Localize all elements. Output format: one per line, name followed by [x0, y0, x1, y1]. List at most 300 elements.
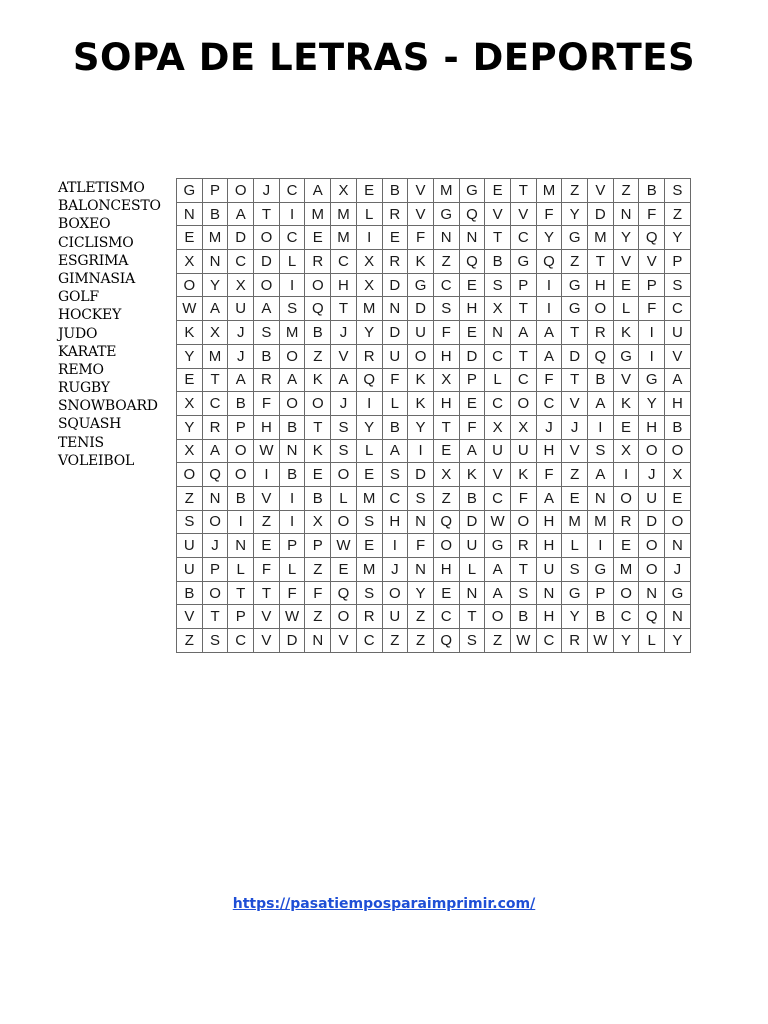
- grid-cell: X: [510, 415, 536, 439]
- grid-cell: U: [639, 486, 665, 510]
- grid-cell: Y: [408, 581, 434, 605]
- grid-cell: E: [177, 368, 203, 392]
- grid-cell: M: [356, 486, 382, 510]
- grid-cell: V: [510, 202, 536, 226]
- grid-cell: H: [433, 344, 459, 368]
- grid-cell: O: [228, 463, 254, 487]
- grid-cell: O: [254, 273, 280, 297]
- grid-cell: C: [665, 297, 691, 321]
- grid-row: [177, 605, 691, 629]
- grid-cell: X: [613, 439, 639, 463]
- grid-cell: C: [356, 629, 382, 653]
- grid-cell: K: [408, 250, 434, 274]
- grid-cell: A: [382, 439, 408, 463]
- grid-cell: V: [331, 344, 357, 368]
- grid-cell: K: [613, 321, 639, 345]
- word-list-item: GOLF: [58, 289, 99, 306]
- grid-cell: O: [485, 605, 511, 629]
- grid-cell: H: [382, 510, 408, 534]
- grid-cell: J: [254, 179, 280, 203]
- grid-cell: E: [356, 534, 382, 558]
- grid-cell: Q: [459, 250, 485, 274]
- grid-cell: S: [510, 581, 536, 605]
- grid-cell: C: [510, 368, 536, 392]
- grid-cell: W: [254, 439, 280, 463]
- grid-cell: C: [485, 392, 511, 416]
- grid-cell: Q: [356, 368, 382, 392]
- grid-cell: F: [433, 321, 459, 345]
- grid-cell: Y: [613, 629, 639, 653]
- grid-cell: Z: [254, 510, 280, 534]
- grid-cell: K: [510, 463, 536, 487]
- grid-cell: M: [562, 510, 588, 534]
- grid-cell: B: [305, 486, 331, 510]
- grid-cell: M: [588, 226, 614, 250]
- grid-cell: V: [485, 202, 511, 226]
- grid-cell: Y: [665, 226, 691, 250]
- grid-cell: F: [536, 368, 562, 392]
- grid-cell: Z: [382, 629, 408, 653]
- word-list-item: BOXEO: [58, 216, 111, 233]
- grid-cell: Y: [356, 415, 382, 439]
- grid-cell: J: [331, 321, 357, 345]
- grid-cell: O: [382, 581, 408, 605]
- grid-cell: C: [536, 392, 562, 416]
- grid-cell: A: [202, 297, 228, 321]
- grid-cell: D: [459, 344, 485, 368]
- grid-cell: C: [433, 605, 459, 629]
- grid-cell: E: [433, 581, 459, 605]
- grid-cell: B: [228, 392, 254, 416]
- grid-cell: I: [228, 510, 254, 534]
- grid-cell: Z: [305, 558, 331, 582]
- grid-cell: L: [639, 629, 665, 653]
- grid-cell: Y: [356, 321, 382, 345]
- grid-cell: A: [588, 463, 614, 487]
- grid-cell: N: [613, 202, 639, 226]
- grid-cell: R: [382, 250, 408, 274]
- grid-cell: L: [228, 558, 254, 582]
- grid-cell: F: [254, 392, 280, 416]
- grid-cell: F: [254, 558, 280, 582]
- grid-cell: Z: [613, 179, 639, 203]
- grid-cell: I: [613, 463, 639, 487]
- grid-cell: P: [279, 534, 305, 558]
- grid-cell: T: [228, 581, 254, 605]
- grid-cell: U: [228, 297, 254, 321]
- grid-cell: T: [588, 250, 614, 274]
- grid-cell: W: [485, 510, 511, 534]
- grid-cell: O: [305, 392, 331, 416]
- grid-cell: R: [588, 321, 614, 345]
- grid-cell: P: [202, 558, 228, 582]
- grid-cell: C: [228, 250, 254, 274]
- grid-cell: Z: [562, 179, 588, 203]
- word-list-item: RUGBY: [58, 380, 110, 397]
- grid-cell: E: [459, 273, 485, 297]
- grid-cell: M: [305, 202, 331, 226]
- grid-cell: S: [459, 629, 485, 653]
- grid-cell: L: [613, 297, 639, 321]
- grid-cell: F: [408, 226, 434, 250]
- grid-cell: L: [331, 486, 357, 510]
- grid-cell: D: [279, 629, 305, 653]
- grid-cell: F: [639, 202, 665, 226]
- grid-cell: S: [485, 273, 511, 297]
- letter-grid: [176, 178, 691, 653]
- grid-cell: Z: [485, 629, 511, 653]
- grid-cell: T: [562, 368, 588, 392]
- grid-cell: V: [613, 250, 639, 274]
- grid-cell: N: [536, 581, 562, 605]
- grid-cell: E: [433, 439, 459, 463]
- grid-cell: B: [485, 250, 511, 274]
- grid-row: [177, 321, 691, 345]
- grid-cell: P: [665, 250, 691, 274]
- grid-cell: O: [665, 439, 691, 463]
- grid-cell: D: [254, 250, 280, 274]
- grid-cell: X: [305, 510, 331, 534]
- grid-row: [177, 250, 691, 274]
- grid-cell: Q: [433, 629, 459, 653]
- grid-cell: M: [536, 179, 562, 203]
- grid-cell: A: [305, 179, 331, 203]
- grid-cell: P: [202, 179, 228, 203]
- grid-cell: I: [588, 415, 614, 439]
- grid-cell: J: [331, 392, 357, 416]
- grid-cell: O: [202, 581, 228, 605]
- grid-cell: H: [433, 558, 459, 582]
- grid-cell: A: [459, 439, 485, 463]
- grid-cell: G: [177, 179, 203, 203]
- grid-cell: H: [536, 439, 562, 463]
- grid-cell: M: [279, 321, 305, 345]
- grid-cell: O: [408, 344, 434, 368]
- grid-cell: E: [613, 415, 639, 439]
- grid-cell: M: [356, 558, 382, 582]
- grid-cell: O: [279, 344, 305, 368]
- grid-cell: F: [382, 368, 408, 392]
- grid-cell: E: [254, 534, 280, 558]
- grid-cell: G: [588, 558, 614, 582]
- grid-cell: M: [331, 202, 357, 226]
- grid-cell: O: [510, 510, 536, 534]
- grid-cell: V: [408, 179, 434, 203]
- grid-cell: P: [228, 415, 254, 439]
- grid-cell: O: [331, 463, 357, 487]
- grid-cell: S: [356, 510, 382, 534]
- word-list-item: SQUASH: [58, 416, 122, 433]
- grid-cell: J: [202, 534, 228, 558]
- word-list-item: SNOWBOARD: [58, 398, 158, 415]
- word-list-item: BALONCESTO: [58, 198, 161, 215]
- grid-cell: D: [408, 463, 434, 487]
- grid-cell: I: [588, 534, 614, 558]
- grid-cell: X: [433, 463, 459, 487]
- grid-cell: V: [588, 179, 614, 203]
- grid-cell: V: [177, 605, 203, 629]
- grid-cell: N: [202, 250, 228, 274]
- grid-cell: O: [510, 392, 536, 416]
- grid-cell: O: [588, 297, 614, 321]
- grid-cell: T: [331, 297, 357, 321]
- grid-cell: W: [588, 629, 614, 653]
- grid-cell: P: [228, 605, 254, 629]
- grid-cell: V: [408, 202, 434, 226]
- grid-cell: Z: [665, 202, 691, 226]
- grid-cell: F: [639, 297, 665, 321]
- grid-cell: Q: [639, 226, 665, 250]
- grid-cell: X: [228, 273, 254, 297]
- grid-cell: H: [331, 273, 357, 297]
- grid-cell: N: [202, 486, 228, 510]
- grid-cell: E: [305, 226, 331, 250]
- grid-cell: X: [202, 321, 228, 345]
- grid-cell: D: [382, 321, 408, 345]
- grid-cell: Q: [305, 297, 331, 321]
- grid-cell: H: [433, 392, 459, 416]
- grid-cell: D: [382, 273, 408, 297]
- grid-cell: T: [202, 368, 228, 392]
- grid-cell: D: [459, 510, 485, 534]
- grid-cell: K: [177, 321, 203, 345]
- grid-cell: S: [177, 510, 203, 534]
- grid-cell: R: [510, 534, 536, 558]
- grid-cell: I: [536, 297, 562, 321]
- grid-cell: Z: [433, 486, 459, 510]
- word-list-item: ATLETISMO: [58, 180, 145, 196]
- grid-cell: A: [510, 321, 536, 345]
- grid-cell: B: [382, 415, 408, 439]
- grid-cell: B: [254, 344, 280, 368]
- website-link[interactable]: https://pasatiemposparaimprimir.com/: [232, 896, 536, 912]
- grid-cell: U: [177, 558, 203, 582]
- grid-cell: G: [510, 250, 536, 274]
- grid-cell: X: [331, 179, 357, 203]
- grid-cell: I: [279, 486, 305, 510]
- grid-cell: Q: [639, 605, 665, 629]
- grid-cell: G: [639, 368, 665, 392]
- grid-cell: M: [433, 179, 459, 203]
- grid-cell: I: [279, 510, 305, 534]
- grid-cell: W: [279, 605, 305, 629]
- grid-cell: R: [356, 605, 382, 629]
- grid-cell: V: [639, 250, 665, 274]
- grid-cell: O: [433, 534, 459, 558]
- grid-cell: N: [485, 321, 511, 345]
- grid-cell: C: [279, 179, 305, 203]
- grid-cell: Q: [536, 250, 562, 274]
- grid-cell: R: [254, 368, 280, 392]
- grid-cell: Z: [177, 486, 203, 510]
- grid-cell: U: [510, 439, 536, 463]
- grid-cell: K: [305, 439, 331, 463]
- grid-cell: V: [254, 486, 280, 510]
- grid-cell: H: [254, 415, 280, 439]
- grid-cell: O: [613, 486, 639, 510]
- grid-cell: S: [331, 415, 357, 439]
- grid-cell: B: [202, 202, 228, 226]
- grid-cell: B: [305, 321, 331, 345]
- grid-cell: G: [408, 273, 434, 297]
- grid-cell: U: [665, 321, 691, 345]
- grid-cell: I: [639, 321, 665, 345]
- grid-cell: Y: [536, 226, 562, 250]
- grid-cell: L: [356, 439, 382, 463]
- grid-cell: T: [510, 558, 536, 582]
- grid-cell: Z: [305, 605, 331, 629]
- grid-cell: N: [408, 510, 434, 534]
- grid-cell: C: [613, 605, 639, 629]
- grid-cell: I: [408, 439, 434, 463]
- grid-cell: H: [536, 534, 562, 558]
- grid-cell: X: [485, 297, 511, 321]
- grid-cell: H: [665, 392, 691, 416]
- grid-cell: A: [485, 558, 511, 582]
- grid-cell: F: [408, 534, 434, 558]
- grid-cell: V: [331, 629, 357, 653]
- grid-cell: G: [562, 226, 588, 250]
- grid-cell: B: [665, 415, 691, 439]
- grid-cell: G: [665, 581, 691, 605]
- word-list-item: ESGRIMA: [58, 252, 129, 269]
- grid-cell: B: [459, 486, 485, 510]
- grid-row: [177, 179, 691, 203]
- grid-cell: L: [279, 558, 305, 582]
- word-list-item: REMO: [58, 361, 104, 378]
- grid-cell: X: [665, 463, 691, 487]
- grid-cell: X: [356, 250, 382, 274]
- grid-cell: I: [254, 463, 280, 487]
- grid-cell: Y: [562, 605, 588, 629]
- grid-cell: E: [459, 321, 485, 345]
- grid-cell: Y: [562, 202, 588, 226]
- grid-cell: G: [562, 297, 588, 321]
- grid-cell: V: [562, 392, 588, 416]
- grid-cell: E: [613, 534, 639, 558]
- grid-cell: K: [408, 368, 434, 392]
- grid-cell: F: [459, 415, 485, 439]
- grid-cell: V: [562, 439, 588, 463]
- grid-cell: E: [382, 226, 408, 250]
- grid-cell: G: [562, 581, 588, 605]
- grid-cell: E: [459, 392, 485, 416]
- grid-cell: A: [665, 368, 691, 392]
- grid-cell: U: [382, 344, 408, 368]
- grid-cell: O: [202, 510, 228, 534]
- grid-cell: N: [177, 202, 203, 226]
- grid-cell: M: [202, 226, 228, 250]
- grid-cell: X: [433, 368, 459, 392]
- grid-cell: R: [202, 415, 228, 439]
- grid-cell: Z: [408, 629, 434, 653]
- grid-cell: U: [177, 534, 203, 558]
- grid-cell: Y: [665, 629, 691, 653]
- grid-cell: L: [279, 250, 305, 274]
- grid-cell: N: [408, 558, 434, 582]
- word-list-item: CICLISMO: [58, 234, 134, 251]
- grid-cell: H: [536, 605, 562, 629]
- grid-cell: T: [254, 202, 280, 226]
- grid-cell: D: [588, 202, 614, 226]
- grid-cell: X: [177, 250, 203, 274]
- grid-cell: S: [562, 558, 588, 582]
- grid-cell: Y: [202, 273, 228, 297]
- grid-cell: E: [562, 486, 588, 510]
- grid-cell: D: [228, 226, 254, 250]
- grid-cell: A: [588, 392, 614, 416]
- word-list-item: JUDO: [58, 325, 98, 342]
- grid-cell: C: [228, 629, 254, 653]
- grid-cell: I: [639, 344, 665, 368]
- grid-cell: T: [510, 344, 536, 368]
- grid-cell: S: [279, 297, 305, 321]
- grid-row: [177, 297, 691, 321]
- grid-cell: F: [536, 463, 562, 487]
- grid-cell: F: [510, 486, 536, 510]
- grid-cell: N: [588, 486, 614, 510]
- grid-cell: S: [408, 486, 434, 510]
- grid-cell: Z: [562, 250, 588, 274]
- grid-cell: M: [331, 226, 357, 250]
- grid-cell: R: [613, 510, 639, 534]
- grid-cell: B: [279, 415, 305, 439]
- word-list-item: VOLEIBOL: [58, 452, 135, 469]
- grid-cell: T: [433, 415, 459, 439]
- grid-cell: Z: [305, 344, 331, 368]
- grid-cell: B: [228, 486, 254, 510]
- grid-row: [177, 558, 691, 582]
- grid-cell: L: [356, 202, 382, 226]
- grid-cell: F: [305, 581, 331, 605]
- grid-cell: A: [254, 297, 280, 321]
- grid-cell: O: [613, 581, 639, 605]
- grid-cell: C: [536, 629, 562, 653]
- grid-cell: O: [639, 439, 665, 463]
- grid-row: [177, 415, 691, 439]
- grid-cell: E: [356, 463, 382, 487]
- grid-cell: V: [665, 344, 691, 368]
- grid-cell: G: [459, 179, 485, 203]
- grid-cell: N: [665, 605, 691, 629]
- grid-cell: O: [228, 439, 254, 463]
- grid-cell: U: [459, 534, 485, 558]
- grid-cell: B: [177, 581, 203, 605]
- grid-row: [177, 534, 691, 558]
- grid-cell: O: [177, 463, 203, 487]
- grid-cell: N: [228, 534, 254, 558]
- grid-cell: U: [485, 439, 511, 463]
- grid-cell: T: [510, 297, 536, 321]
- grid-cell: O: [639, 558, 665, 582]
- grid-cell: B: [382, 179, 408, 203]
- grid-cell: B: [510, 605, 536, 629]
- grid-cell: V: [254, 605, 280, 629]
- grid-cell: O: [228, 179, 254, 203]
- grid-cell: M: [202, 344, 228, 368]
- grid-cell: T: [254, 581, 280, 605]
- grid-cell: L: [382, 392, 408, 416]
- grid-cell: O: [305, 273, 331, 297]
- grid-cell: A: [228, 202, 254, 226]
- grid-cell: V: [485, 463, 511, 487]
- grid-cell: U: [536, 558, 562, 582]
- grid-cell: C: [433, 273, 459, 297]
- grid-cell: A: [536, 321, 562, 345]
- grid-cell: I: [356, 226, 382, 250]
- grid-cell: T: [562, 321, 588, 345]
- grid-cell: O: [254, 226, 280, 250]
